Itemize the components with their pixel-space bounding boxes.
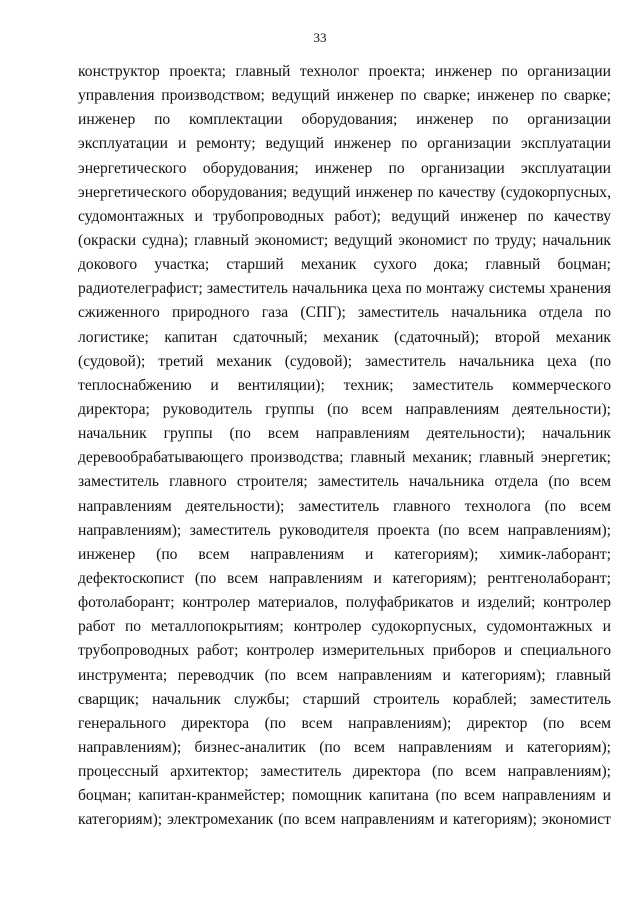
text-line: деревообрабатывающего производства; главный механик; главный энергетик; [78, 449, 611, 467]
text-line: инструмента; переводчик (по всем направлениям и категориям); главный [78, 666, 611, 684]
text-line: процессный архитектор; заместитель директора (по всем направлениям); [78, 763, 611, 781]
text-line: конструктор проекта; главный технолог проекта; инженер по организации [78, 63, 611, 80]
text-line: энергетического оборудования; ведущий инженер по качеству (судокорпусных, [78, 183, 611, 201]
text-line: эксплуатации и ремонту; ведущий инженер по организации эксплуатации [78, 135, 611, 153]
text-line: инженер по комплектации оборудования; инженер по организации [78, 111, 611, 129]
text-line: работ по металлопокрытиям; контролер судокорпусных, судомонтажных и [78, 618, 611, 636]
text-line: заместитель главного строителя; заместитель начальника отдела (по всем [78, 473, 611, 491]
text-line: трубопроводных работ; контролер измерительных приборов и специального [78, 642, 611, 660]
text-line: направлениям); бизнес-аналитик (по всем направлениям и категориям); [78, 738, 611, 756]
text-line: докового участка; старший механик сухого дока; главный боцман; [78, 256, 611, 274]
text-line: категориям); электромеханик (по всем направлениям и категориям); экономист [78, 811, 611, 829]
text-line: теплоснабжению и вентиляции); техник; заместитель коммерческого [78, 376, 611, 394]
text-line: управления производством; ведущий инженер по сварке; инженер по сварке; [78, 87, 611, 105]
text-line: дефектоскопист (по всем направлениям и категориям); рентгенолаборант; [78, 569, 611, 587]
text-line: судомонтажных и трубопроводных работ); ведущий инженер по качеству [78, 207, 611, 225]
text-line: логистике; капитан сдаточный; механик (сдаточный); второй механик [78, 328, 611, 346]
text-line: начальник группы (по всем направлениям деятельности); начальник [78, 425, 611, 443]
text-line: радиотелеграфист; заместитель начальника цеха по монтажу системы хранения [78, 280, 611, 298]
text-line: фотолаборант; контролер материалов, полуфабрикатов и изделий; контролер [78, 594, 611, 612]
text-line: сжиженного природного газа (СПГ); заместитель начальника отдела по [78, 304, 611, 322]
text-line: направлениям); заместитель руководителя проекта (по всем направлениям); [78, 521, 611, 539]
text-line: энергетического оборудования; инженер по организации эксплуатации [78, 159, 611, 177]
body-paragraph [78, 60, 611, 833]
text-line: боцман; капитан-кранмейстер; помощник капитана (по всем направлениям и [78, 787, 611, 805]
text-line: директора; руководитель группы (по всем направлениям деятельности); [78, 400, 611, 418]
text-line: генерального директора (по всем направлениям); директор (по всем [78, 714, 611, 732]
text-line: направлениям деятельности); заместитель главного технолога (по всем [78, 497, 611, 515]
text-line: (окраски судна); главный экономист; ведущий экономист по труду; начальник [78, 231, 611, 249]
text-line: инженер (по всем направлениям и категориям); химик-лаборант; [78, 545, 611, 563]
text-line: сварщик; начальник службы; старший строитель кораблей; заместитель [78, 690, 611, 708]
page-number: 33 [313, 30, 327, 45]
text-line: (судовой); третий механик (судовой); заместитель начальника цеха (по [78, 352, 611, 370]
